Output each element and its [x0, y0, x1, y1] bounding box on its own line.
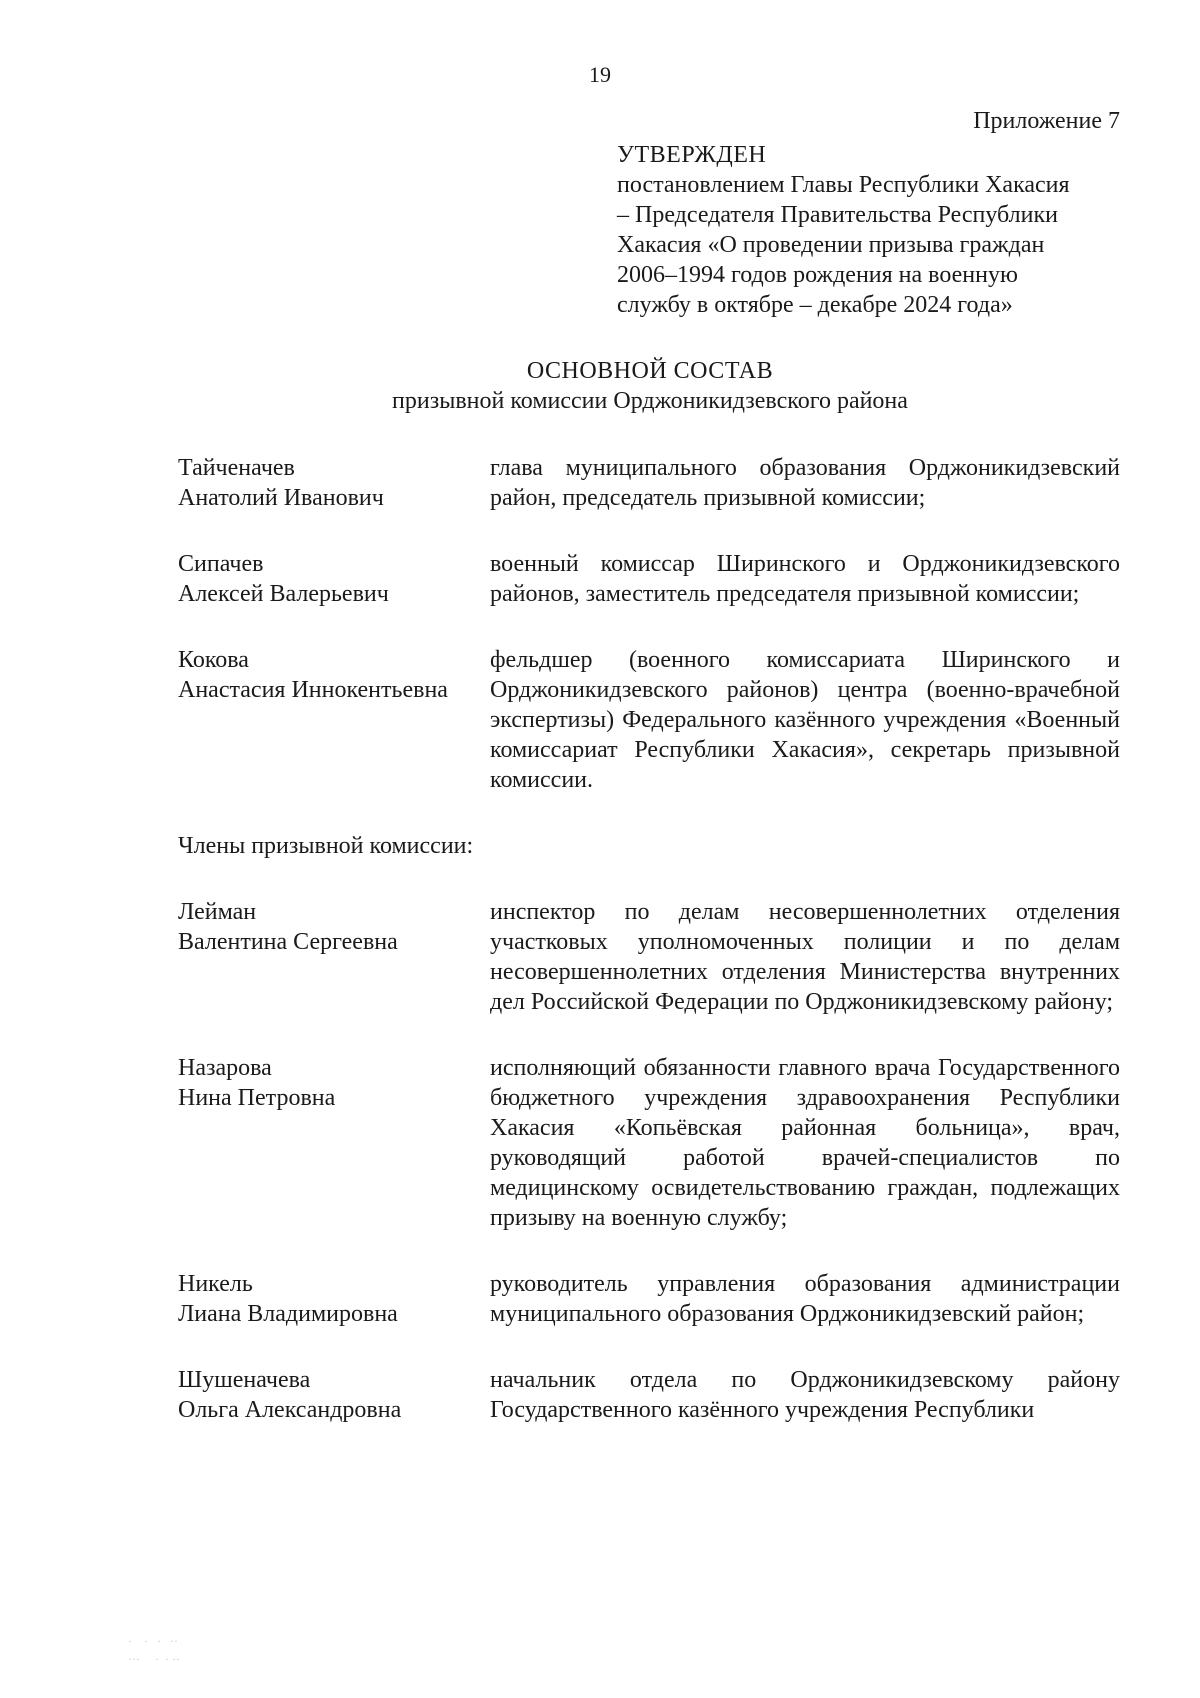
page-number: 19 — [589, 62, 611, 87]
member-entry — [178, 1269, 1120, 1329]
member-name — [178, 897, 490, 1017]
member-surname: Шушеначева — [178, 1367, 311, 1393]
approval-line: 2006–1994 годов рождения на военную — [617, 262, 1018, 288]
member-role: исполняющий обязанности главного врача Государственного бюджетного учреждения здравоохранения Республики Хакасия «Копьёвская районная больница», врач, руководящий работой врачей-специалистов по медицинскому освидетельствованию граждан, подлежащих призыву на военную службу; — [490, 1055, 1120, 1231]
approval-line: Хакасия «О проведении призыва граждан — [617, 232, 1045, 258]
approval-line: – Председателя Правительства Республики — [617, 202, 1058, 228]
member-name — [178, 549, 490, 609]
member-role: фельдшер (военного комиссариата Ширинского и Орджоникидзевского районов) центра (военно-врачебной экспертизы) Федерального казённого учреждения «Военный комиссариат Республики Хакасия», секретарь призывной комиссии. — [490, 647, 1120, 793]
member-entry — [178, 453, 1120, 513]
members-section-label: Члены призывной комиссии: — [178, 833, 474, 859]
member-name — [178, 1053, 490, 1233]
member-entry — [178, 897, 1120, 1017]
approval-line: постановлением Главы Республики Хакасия — [617, 172, 1070, 198]
member-surname: Назарова — [178, 1055, 272, 1081]
member-surname: Кокова — [178, 647, 249, 673]
title-subtitle: призывной комиссии Орджоникидзевского района — [392, 388, 908, 414]
member-name — [178, 453, 490, 513]
member-role: руководитель управления образования администрации муниципального образования Орджоникидзевский район; — [490, 1271, 1120, 1327]
member-entry — [178, 1053, 1120, 1233]
member-given-name: Нина Петровна — [178, 1085, 336, 1111]
member-role: военный комиссар Ширинского и Орджоникидзевского районов, заместитель председателя призывной комиссии; — [490, 551, 1120, 607]
member-role: глава муниципального образования Орджоникидзевский район, председатель призывной комиссии; — [490, 455, 1120, 511]
member-given-name: Лиана Владимировна — [178, 1301, 398, 1327]
member-role: начальник отдела по Орджоникидзевскому району Государственного казённого учреждения Республики — [490, 1367, 1120, 1423]
member-given-name: Анатолий Иванович — [178, 485, 384, 511]
member-entry — [178, 549, 1120, 609]
title-main: ОСНОВНОЙ СОСТАВ — [526, 358, 774, 384]
member-entry — [178, 645, 1120, 795]
member-name — [178, 645, 490, 795]
member-surname: Сипачев — [178, 551, 264, 577]
member-given-name: Алексей Валерьевич — [178, 581, 389, 607]
member-given-name: Валентина Сергеевна — [178, 929, 398, 955]
scan-artifact: · · · ·· ··· · · ·· — [128, 1634, 180, 1666]
approval-title: УТВЕРЖДЕН — [617, 142, 767, 168]
member-role: инспектор по делам несовершеннолетних отделения участковых уполномоченных полиции и по делам несовершеннолетних отделения Министерства внутренних дел Российской Федерации по Орджоникидзевскому району; — [490, 899, 1120, 1015]
member-surname: Никель — [178, 1271, 253, 1297]
member-name — [178, 1269, 490, 1329]
approval-line: службу в октябре – декабре 2024 года» — [617, 292, 1013, 318]
member-surname: Тайченачев — [178, 455, 295, 481]
document-title — [150, 356, 1150, 416]
member-given-name: Анастасия Иннокентьевна — [178, 677, 448, 703]
member-entry — [178, 1365, 1120, 1425]
appendix-label: Приложение 7 — [973, 108, 1120, 134]
approval-block — [617, 140, 1117, 320]
member-surname: Лейман — [178, 899, 257, 925]
commission-list — [178, 453, 1120, 1461]
member-given-name: Ольга Александровна — [178, 1397, 402, 1423]
member-name — [178, 1365, 490, 1425]
